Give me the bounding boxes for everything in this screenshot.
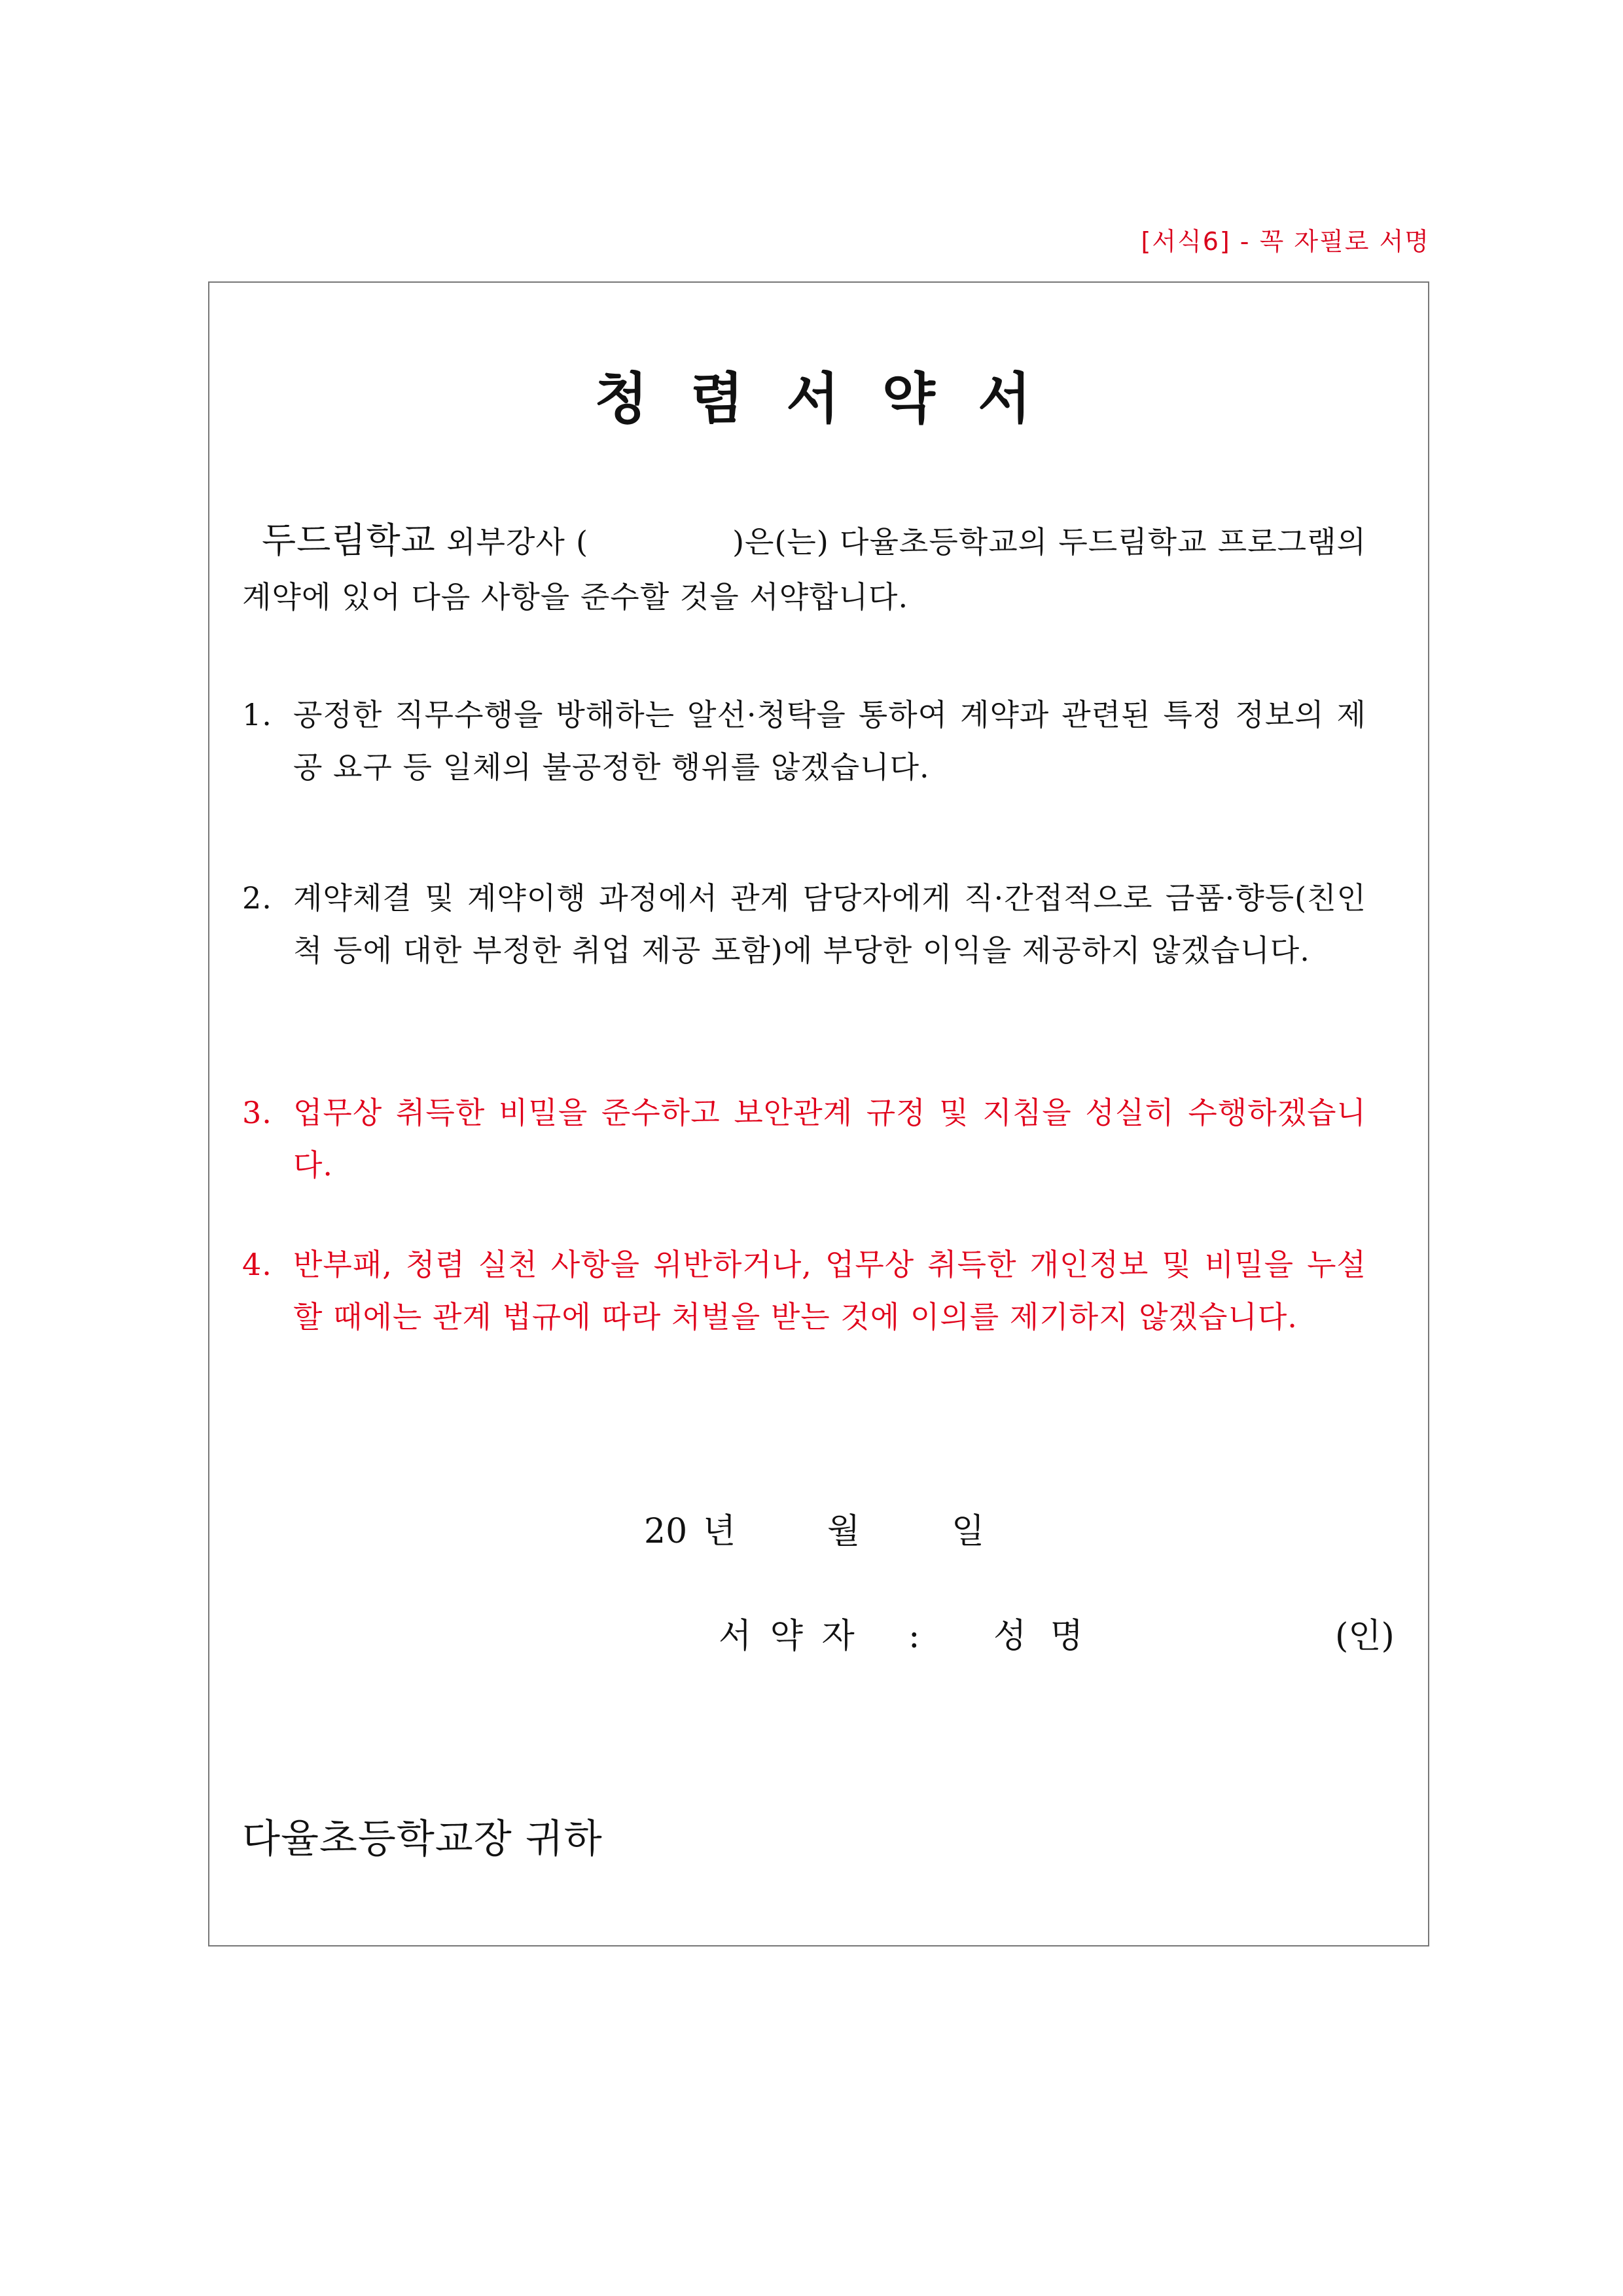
signer-label: 서 약 자 (719, 1617, 859, 1656)
signer-line (719, 1608, 1090, 1657)
clause-number: 1. (242, 697, 272, 732)
clause-4 (242, 1238, 1366, 1343)
intro-paragraph (242, 513, 1366, 624)
signer-colon: : (908, 1617, 920, 1656)
clause-text: 반부패, 청렴 실천 사항을 위반하거나, 업무상 취득한 개인정보 및 비밀을 누설할 때에는 관계 법규에 따라 처벌을 받는 것에 이의를 제기하지 않겠습니다. (293, 1247, 1366, 1335)
school-program-name: 두드림학교 (262, 520, 436, 561)
year-label: 년 (703, 1512, 736, 1551)
clause-number: 3. (242, 1095, 272, 1130)
clause-number: 4. (242, 1247, 272, 1282)
clause-text: 업무상 취득한 비밀을 준수하고 보안관계 규정 및 지침을 성실히 수행하겠습니다. (293, 1095, 1366, 1183)
year-prefix: 20 (644, 1512, 688, 1551)
clause-1 (242, 689, 1366, 793)
clause-2 (242, 872, 1366, 977)
signer-name-label: 성 명 (993, 1617, 1090, 1656)
page-title: 청 렴 서 약 서 (594, 366, 1043, 431)
intro-part-1: 외부강사 ( (435, 524, 589, 560)
intro-part-2: )은(는) 다율초등학교의 두드림학교 프로그램의 계약에 있어 다음 사항을 준수할 것을 서약합니다. (242, 524, 1366, 615)
date-line (644, 1503, 984, 1552)
clause-number: 2. (242, 880, 272, 916)
clause-text: 계약체결 및 계약이행 과정에서 관계 담당자에게 직·간접적으로 금품·향등(친인척 등에 대한 부정한 취업 제공 포함)에 부당한 이익을 제공하지 않겠습니다. (293, 880, 1366, 968)
month-label: 월 (827, 1512, 861, 1551)
seal-mark[interactable]: (인) (1335, 1617, 1395, 1656)
clause-3 (242, 1086, 1366, 1191)
clause-text: 공정한 직무수행을 방해하는 알선·청탁을 통하여 계약과 관련된 특정 정보의 제공 요구 등 일체의 불공정한 행위를 않겠습니다. (293, 697, 1366, 785)
day-label: 일 (952, 1512, 985, 1551)
addressee: 다율초등학교장 귀하 (242, 1816, 603, 1862)
form-tag: [서식6] - 꼭 자필로 서명 (1141, 227, 1430, 256)
pledge-frame (208, 281, 1429, 1946)
